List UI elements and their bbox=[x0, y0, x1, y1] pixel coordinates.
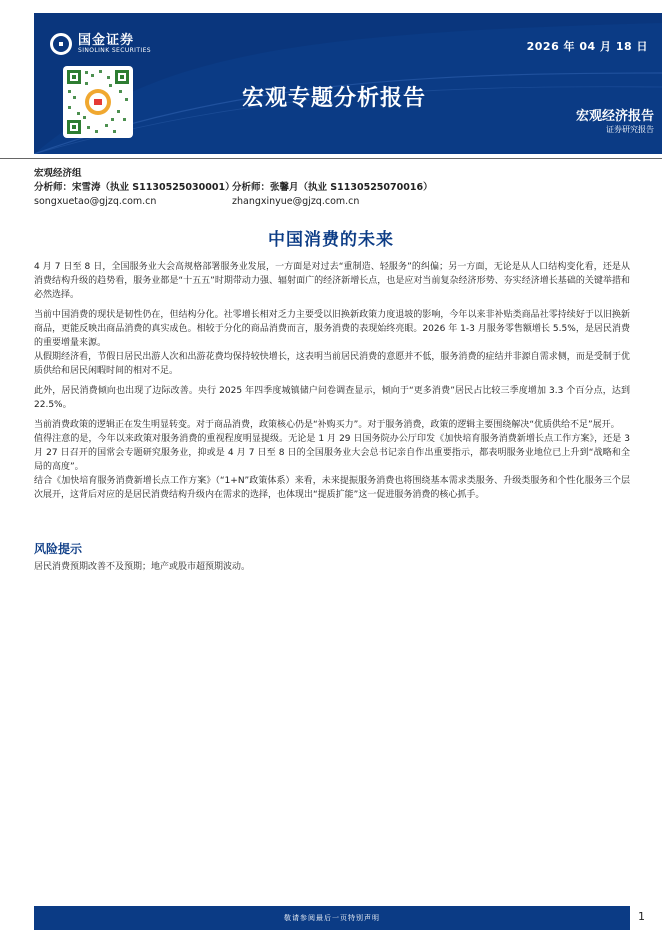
report-date: 2026 年 04 月 18 日 bbox=[526, 40, 648, 53]
report-type-title: 宏观专题分析报告 bbox=[241, 86, 426, 111]
report-body bbox=[34, 260, 630, 502]
paragraph: 值得注意的是，今年以来政策对服务消费的重视程度明显提级。无论是 1 月 29 日国务院办公厅印发《加快培育服务消费新增长点工作方案》，还是 3 月 27 日召开的国常会专题研究服务业，抑或是 4 月 7 日至 8 日的全国服务业大会总书记亲自作出重要指示，都表明服务业地位已上升到“战略和全局的高度”。 bbox=[34, 434, 630, 472]
analyst-2-email[interactable]: zhangxinyue@gjzq.com.cn bbox=[232, 196, 360, 207]
logo-name-cn: 国金证券 bbox=[78, 32, 135, 48]
paragraph: 从假期经济看，节假日居民出游人次和出游花费均保持较快增长，这表明当前居民消费的意愿并不低，服务消费的症结并非源自需求侧，而是受制于优质供给和居民闲暇时间的相对不足。 bbox=[34, 352, 630, 376]
header-divider bbox=[0, 158, 662, 159]
footer-bar bbox=[34, 906, 630, 930]
logo-mark-icon bbox=[50, 33, 72, 55]
report-category: 宏观经济报告 bbox=[575, 109, 654, 124]
logo-name-en: SINOLINK SECURITIES bbox=[78, 46, 151, 54]
paragraph: 此外，居民消费倾向也出现了边际改善。央行 2025 年四季度城镇储户问卷调查显示，倾向于“更多消费”居民占比较三季度增加 3.3 个百分点，达到 22.5%。 bbox=[34, 386, 630, 410]
analyst-group: 宏观经济组 bbox=[34, 168, 82, 179]
risk-text: 居民消费预期改善不及预期；地产或股市超预期波动。 bbox=[34, 562, 251, 572]
analyst-1: 分析师：宋雪涛（执业 S1130525030001） bbox=[34, 182, 235, 193]
paragraph: 结合《加快培育服务消费新增长点工作方案》（“1+N”政策体系）来看，未来提振服务消费也将围绕基本需求类服务、升级类服务和个性化服务三个层次展开，这背后对应的是居民消费结构升级内在需求的选择，也体现出“提质扩能”这一促进服务消费的核心抓手。 bbox=[34, 476, 630, 500]
company-logo bbox=[50, 28, 151, 60]
risk-heading: 风险提示 bbox=[34, 542, 83, 556]
page-number: 1 bbox=[638, 910, 645, 923]
qr-code-icon[interactable] bbox=[63, 66, 133, 138]
paragraph: 4 月 7 日至 8 日，全国服务业大会高规格部署服务业发展，一方面是对过去“重制造、轻服务”的纠偏；另一方面，无论是从人口结构变化看，还是从消费结构升级的趋势看，服务业都是“十五五”时期带动力强、辐射面广的经济新增长点，也是应对当前复杂经济形势、夯实经济增长基础的关键举措和必然选择。 bbox=[34, 262, 630, 300]
analyst-2: 分析师：张馨月（执业 S1130525070016） bbox=[232, 182, 433, 193]
analyst-1-email[interactable]: songxuetao@gjzq.com.cn bbox=[34, 196, 157, 207]
report-header bbox=[34, 13, 662, 154]
footer-disclaimer[interactable]: 敬请参阅最后一页特别声明 bbox=[284, 914, 380, 922]
paragraph: 当前中国消费的现状是韧性仍在，但结构分化。社零增长相对乏力主要受以旧换新政策力度退坡的影响，今年以来非补贴类商品社零持续好于以旧换新商品，更能反映出商品消费的真实成色。相较于分化的商品消费而言，服务消费的表现始终亮眼。2026 年 1-3 月服务零售额增长 5.5%，是居民消费的重要增量来源。 bbox=[34, 310, 630, 348]
analyst-block bbox=[34, 167, 433, 209]
report-subcategory: 证券研究报告 bbox=[606, 125, 654, 134]
paragraph: 当前消费政策的逻辑正在发生明显转变。对于商品消费，政策核心仍是“补购买力”。对于服务消费，政策的逻辑主要围绕解决“优质供给不足”展开。 bbox=[34, 420, 620, 430]
document-title: 中国消费的未来 bbox=[268, 230, 394, 250]
